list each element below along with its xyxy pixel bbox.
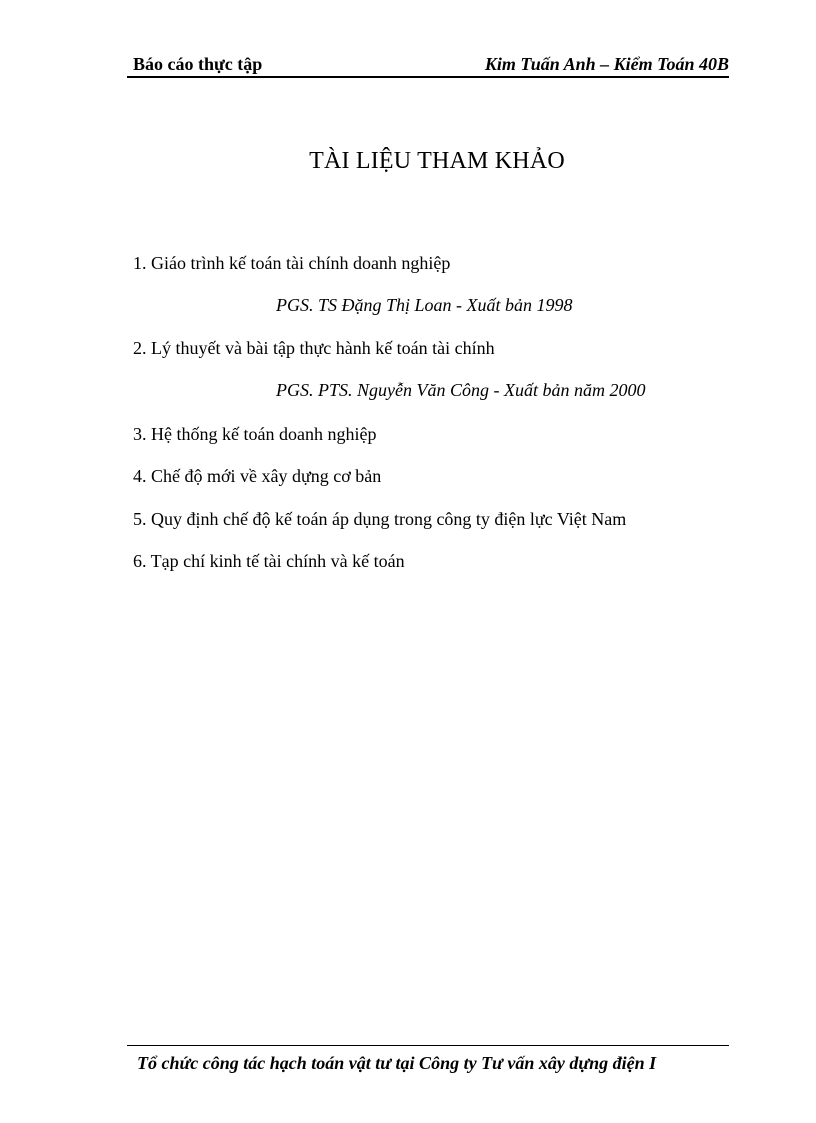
reference-author-1: PGS. TS Đặng Thị Loan - Xuất bản 1998: [276, 295, 573, 315]
reference-item-4: 4. Chế độ mới về xây dựng cơ bản: [133, 466, 382, 486]
reference-item-1: 1. Giáo trình kế toán tài chính doanh nghiệp: [133, 253, 451, 273]
reference-author-2: PGS. PTS. Nguyễn Văn Công - Xuất bản năm 2000: [276, 380, 646, 400]
header-author: Kim Tuấn Anh – Kiểm Toán 40B: [484, 54, 729, 74]
header-report-title: Báo cáo thực tập: [133, 54, 263, 74]
footer-text: Tổ chức công tác hạch toán vật tư tại Công ty Tư vấn xây dựng điện I: [137, 1053, 657, 1073]
page-header: [127, 52, 729, 78]
page-footer: [127, 1045, 729, 1076]
reference-item-3: 3. Hệ thống kế toán doanh nghiệp: [133, 424, 377, 444]
reference-item-2: 2. Lý thuyết và bài tập thực hành kế toán tài chính: [133, 338, 495, 358]
reference-item-5: 5. Quy định chế độ kế toán áp dụng trong công ty điện lực Việt Nam: [133, 509, 627, 529]
page-title: TÀI LIỆU THAM KHẢO: [309, 148, 565, 174]
reference-item-6: 6. Tạp chí kinh tế tài chính và kế toán: [133, 551, 405, 571]
